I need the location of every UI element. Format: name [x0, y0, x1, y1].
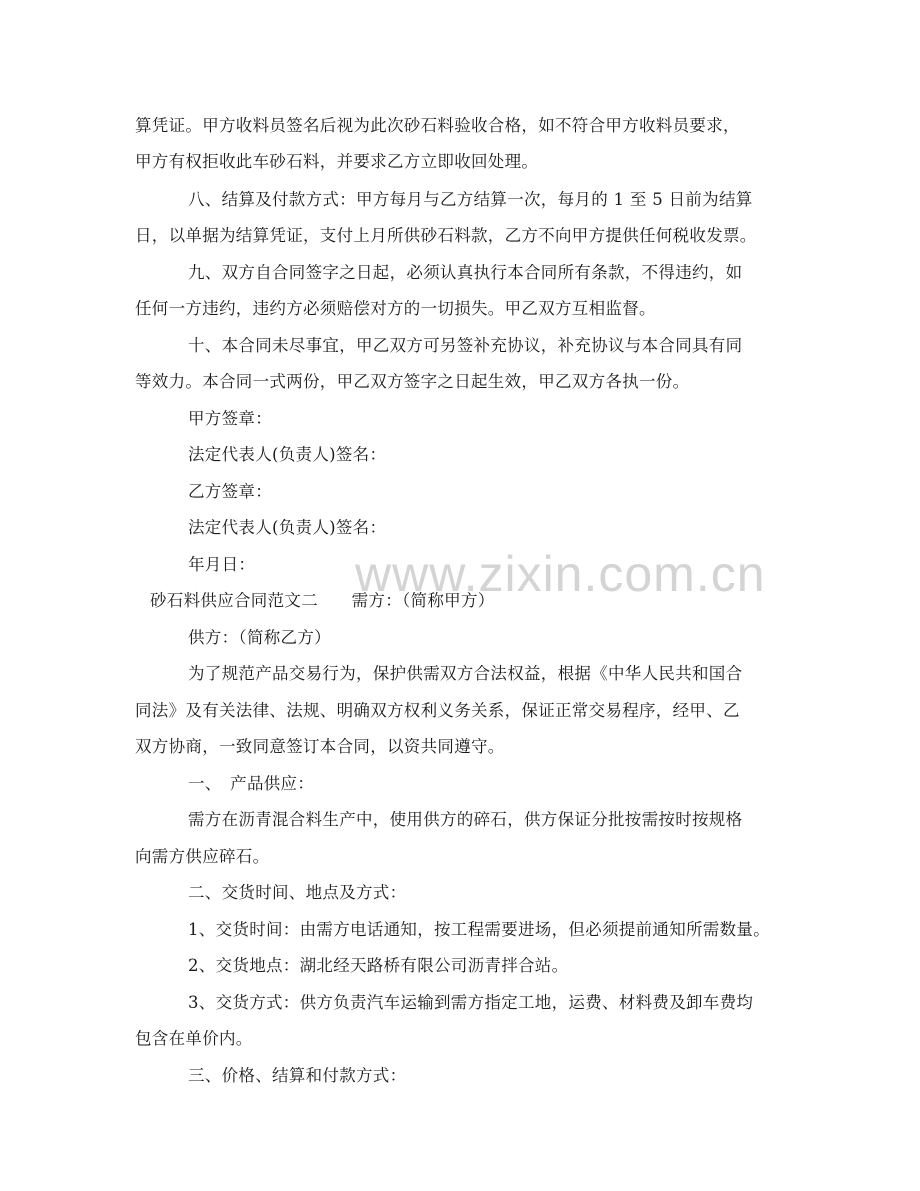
section-2-heading: 二、交货时间、地点及方式： — [188, 883, 407, 902]
clause-10-line-1: 十、本合同未尽事宜，甲乙双方可另签补充协议，补充协议与本合同具有同 — [188, 336, 743, 355]
section-1-line-1: 需方在沥青混合料生产中，使用供方的碎石，供方保证分批按需按时按规格 — [188, 810, 743, 829]
clause-9-line-1: 九、双方自合同签字之日起，必须认真执行本合同所有条款，不得违约，如 — [188, 263, 743, 282]
supplier-label: 供方：（简称乙方） — [188, 628, 331, 647]
date-label: 年月日： — [188, 555, 256, 574]
party-b-seal-label: 乙方签章： — [188, 482, 272, 501]
section-1-heading: 一、 产品供应： — [188, 774, 315, 793]
clause-7-continuation-line-1: 算凭证。甲方收料员签名后视为此次砂石料验收合格，如不符合甲方收料员要求， — [135, 116, 740, 135]
clause-8-line-1: 八、结算及付款方式：甲方每月与乙方结算一次，每月的 1 至 5 日前为结算 — [188, 190, 753, 209]
delivery-location-line: 2、交货地点：湖北经天路桥有限公司沥青拌合站。 — [188, 956, 569, 975]
clause-7-continuation-line-2: 甲方有权拒收此车砂石料，并要求乙方立即收回处理。 — [135, 152, 539, 171]
delivery-method-line-1: 3、交货方式：供方负责汽车运输到需方指定工地，运费、材料费及卸车费均 — [188, 993, 754, 1012]
section-1-line-2: 向需方供应碎石。 — [135, 847, 270, 866]
section-3-heading: 三、价格、结算和付款方式： — [188, 1066, 407, 1085]
clause-9-line-2: 任何一方违约，违约方必须赔偿对方的一切损失。甲乙双方互相监督。 — [135, 299, 656, 318]
preamble-line-2: 同法》及有关法律、法规、明确双方权利义务关系，保证正常交易程序，经甲、乙 — [135, 701, 740, 720]
preamble-line-1: 为了规范产品交易行为，保护供需双方合法权益，根据《中华人民共和国合 — [188, 664, 743, 683]
clause-10-line-2: 等效力。本合同一式两份，甲乙双方签字之日起生效，甲乙双方各执一份。 — [135, 372, 690, 391]
contract-two-heading: 砂石料供应合同范文二 需方：（简称甲方） — [150, 591, 495, 610]
delivery-method-line-2: 包含在单价内。 — [135, 1029, 253, 1048]
party-a-seal-label: 甲方签章： — [188, 409, 272, 428]
watermark-text: www.zixin.com.cn — [355, 546, 766, 602]
preamble-line-3: 双方协商，一致同意签订本合同，以资共同遵守。 — [135, 737, 505, 756]
party-b-representative-label: 法定代表人(负责人)签名： — [188, 518, 387, 537]
delivery-time-line: 1、交货时间：由需方电话通知，按工程需要进场，但必须提前通知所需数量。 — [188, 920, 770, 939]
clause-8-line-2: 日，以单据为结算凭证，支付上月所供砂石料款，乙方不向甲方提供任何税收发票。 — [135, 226, 757, 245]
party-a-representative-label: 法定代表人(负责人)签名： — [188, 445, 387, 464]
